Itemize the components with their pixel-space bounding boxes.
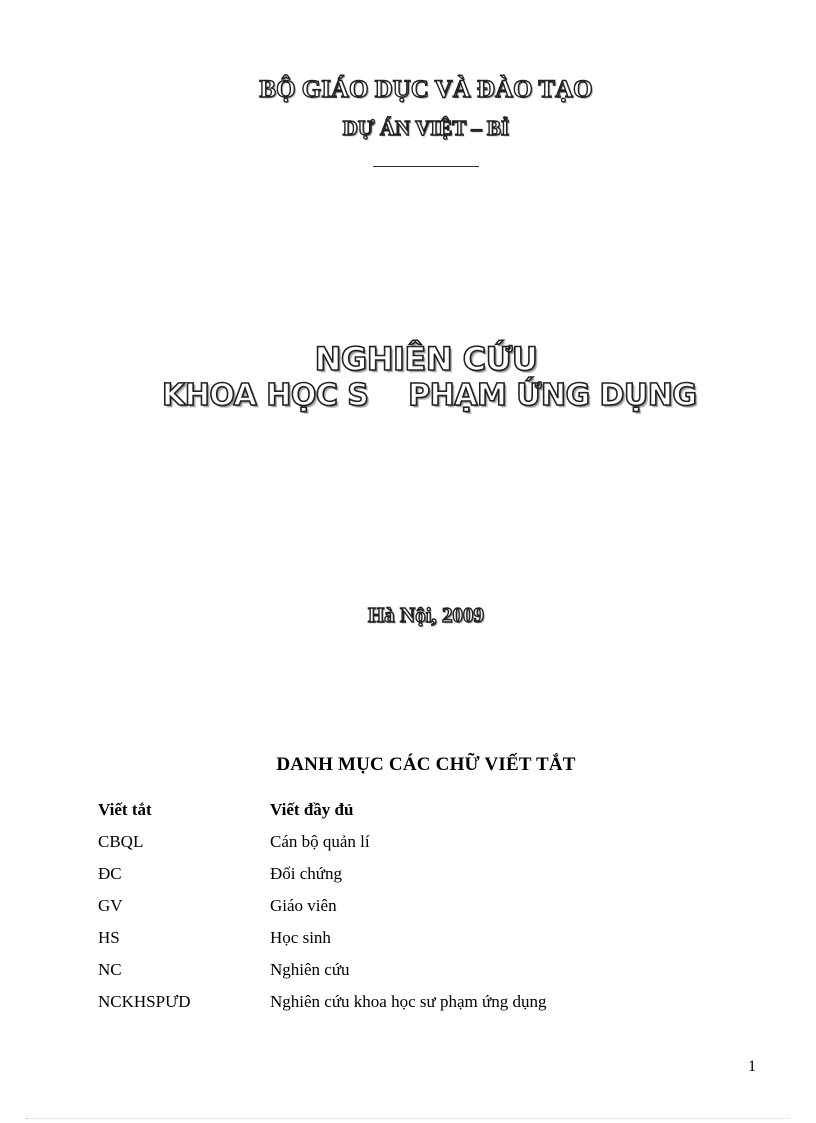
full-form-cell: Nghiên cứu khoa học sư phạm ứng dụng [270, 992, 547, 1011]
full-form-cell: Đối chứng [270, 864, 343, 883]
table-header-row [98, 800, 698, 832]
heading-divider [373, 166, 479, 167]
column-header-abbreviation: Viết tắt [98, 800, 152, 819]
title-line-2: KHOA HỌC S PHẠM ỨNG DỤNG [162, 378, 697, 413]
column-header-full-form: Viết đầy đủ [270, 800, 354, 819]
project-heading: DỰ ÁN VIỆT – BỈ [342, 116, 510, 140]
full-form-cell: Nghiên cứu [270, 960, 350, 979]
abbreviations-heading: DANH MỤC CÁC CHỮ VIẾT TẮT [276, 754, 576, 775]
table-row [98, 864, 698, 896]
page-number: 1 [748, 1058, 756, 1075]
title-line-1: NGHIÊN CỨU [314, 340, 538, 378]
full-form-cell: Cán bộ quản lí [270, 832, 370, 851]
abbreviation-cell: HS [98, 928, 120, 947]
full-form-cell: Học sinh [270, 928, 331, 947]
page-bottom-edge [26, 1118, 790, 1119]
abbreviation-cell: GV [98, 896, 123, 915]
table-row [98, 992, 698, 1024]
abbreviation-cell: ĐC [98, 864, 122, 883]
table-row [98, 896, 698, 928]
table-row [98, 928, 698, 960]
table-row [98, 832, 698, 864]
table-row [98, 960, 698, 992]
abbreviation-cell: NCKHSPƯD [98, 992, 191, 1011]
abbreviation-cell: NC [98, 960, 122, 979]
ministry-heading: BỘ GIÁO DỤC VÀ ĐÀO TẠO [259, 76, 593, 103]
abbreviations-table [98, 800, 698, 1024]
abbreviation-cell: CBQL [98, 832, 144, 851]
full-form-cell: Giáo viên [270, 896, 337, 915]
place-date: Hà Nội, 2009 [367, 603, 485, 627]
